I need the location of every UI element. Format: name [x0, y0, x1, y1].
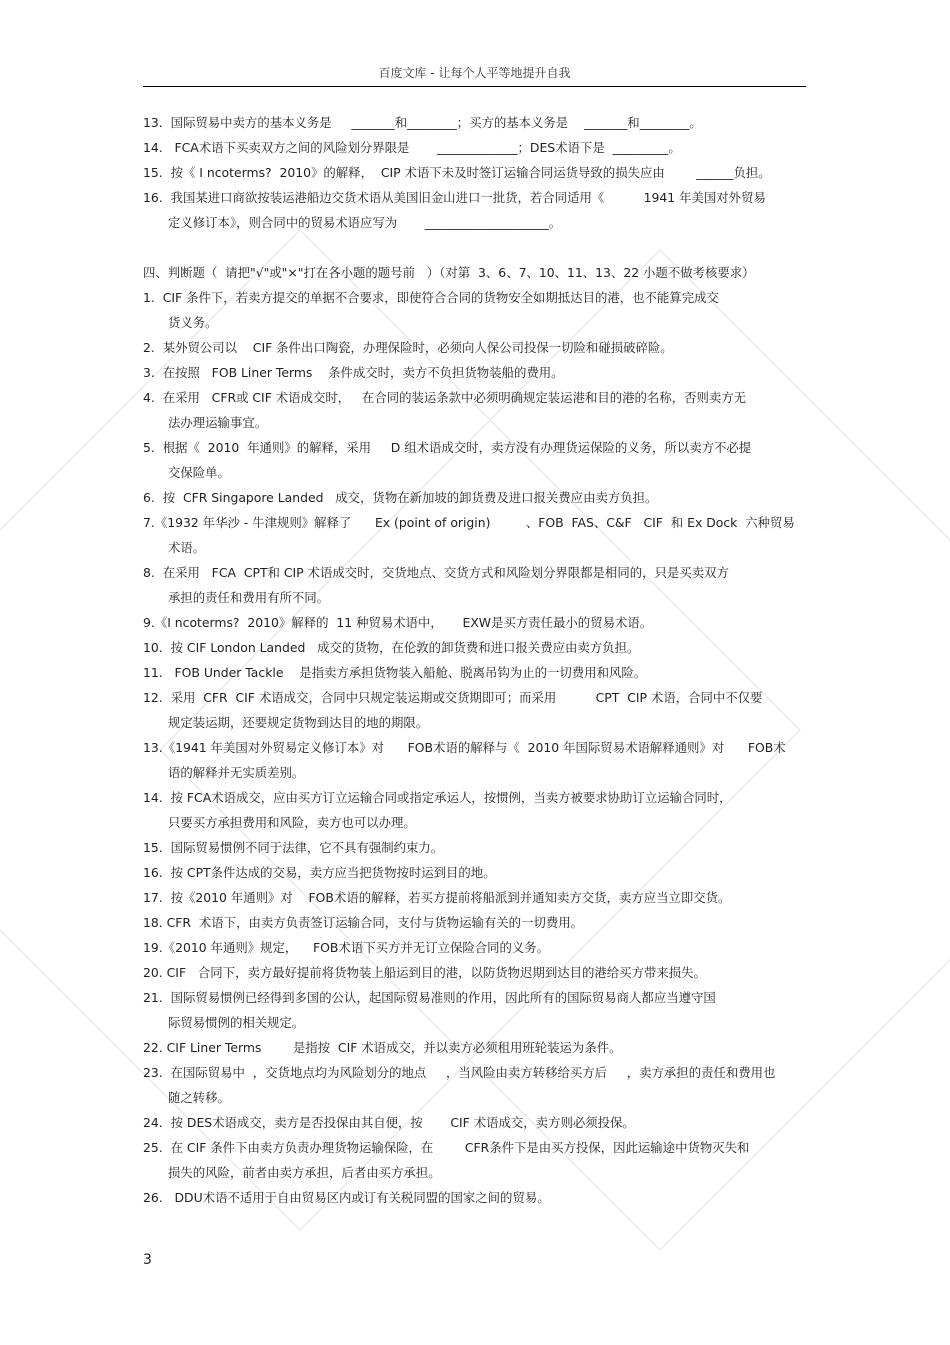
question-line: 13. 国际贸易中卖方的基本义务是 _______和________；买方的基本义务是 _______和________。 [143, 115, 702, 130]
judgment-question [143, 1110, 806, 1135]
judgment-question [143, 360, 806, 385]
question-line: 16. 按 CPT条件达成的交易，卖方应当把货物按时运到目的地。 [143, 865, 496, 880]
judgment-question [143, 860, 806, 885]
question-line: 3. 在按照 FOB Liner Terms 条件成交时，卖方不负担货物装船的费用。 [143, 365, 564, 380]
question-line: 1. CIF 条件下，若卖方提交的单据不合要求，即使符合合同的货物安全如期抵达目的港，也不能算完成交 [143, 290, 719, 305]
question-line: 4. 在采用 CFR或 CIF 术语成交时， 在合同的装运条款中必须明确规定装运港和目的港的名称，否则卖方无 [143, 390, 747, 405]
question-line: 26. DDU术语不适用于自由贸易区内或订有关税同盟的国家之间的贸易。 [143, 1190, 550, 1205]
question-line: 24. 按 DES术语成交，卖方是否投保由其自便，按 CIF 术语成交，卖方则必须投保。 [143, 1115, 635, 1130]
judgment-question [143, 485, 806, 510]
judgment-question [143, 1135, 806, 1185]
question-line: 18. CFR 术语下，由卖方负责签订运输合同，支付与货物运输有关的一切费用。 [143, 915, 584, 930]
judgment-question [143, 1060, 806, 1110]
page-number: 3 [143, 1252, 152, 1268]
question-continuation-line: 语的解释并无实质差别。 [168, 765, 305, 780]
fill-question [143, 135, 806, 160]
question-continuation-line: 只要买方承担费用和风险，卖方也可以办理。 [168, 815, 416, 830]
judgment-question [143, 685, 806, 735]
question-continuation-line: 承担的责任和费用有所不同。 [168, 590, 330, 605]
question-line: 14. FCA术语下买卖双方之间的风险划分界限是 _____________；DES术语下是 _________。 [143, 140, 681, 155]
judgment-question [143, 1185, 806, 1210]
question-line: 10. 按 CIF London Landed 成交的货物，在伦敦的卸货费和进口报关费应由卖方负担。 [143, 640, 640, 655]
question-line: 12. 采用 CFR CIF 术语成交，合同中只规定装运期或交货期即可；而采用 CPT CIP 术语，合同中不仅要 [143, 690, 763, 705]
judgment-question [143, 510, 806, 560]
judgment-question [143, 610, 806, 635]
fill-question [143, 185, 806, 235]
question-line: 23. 在国际贸易中 ，交货地点均为风险划分的地点 ，当风险由卖方转移给买方后 ，卖方承担的责任和费用也 [143, 1065, 776, 1080]
judgment-question [143, 285, 806, 335]
question-continuation-line: 交保险单。 [168, 465, 230, 480]
judgment-section-title: 四、判断题（ 请把"√"或"×"打在各小题的题号前 ）（对第 3、6、7、10、11、13、22 小题不做考核要求） [143, 265, 755, 280]
question-line: 14. 按 FCA术语成交，应由买方订立运输合同或指定承运人，按惯例，当卖方被要求协助订立运输合同时， [143, 790, 732, 805]
question-line: 2. 某外贸公司以 CIF 条件出口陶瓷，办理保险时，必须向人保公司投保一切险和碰损破碎险。 [143, 340, 673, 355]
judgment-question [143, 960, 806, 985]
question-line: 11. FOB Under Tackle 是指卖方承担货物装入船舱、脱离吊钩为止的一切费用和风险。 [143, 665, 647, 680]
question-continuation-line: 际贸易惯例的相关规定。 [168, 1015, 305, 1030]
judgment-question [143, 735, 806, 785]
judgment-questions [143, 285, 806, 1210]
judgment-question [143, 335, 806, 360]
question-line: 13.《1941 年美国对外贸易定义修订本》对 FOB术语的解释与《 2010 年国际贸易术语解释通则》对 FOB术 [143, 740, 786, 755]
question-line: 15. 国际贸易惯例不同于法律，它不具有强制约束力。 [143, 840, 444, 855]
question-line: 6. 按 CFR Singapore Landed 成交，货物在新加坡的卸货费及进口报关费应由卖方负担。 [143, 490, 658, 505]
question-continuation-line: 术语。 [168, 540, 206, 555]
fill-question [143, 110, 806, 135]
question-continuation-line: 损失的风险，前者由卖方承担，后者由买方承担。 [168, 1165, 441, 1180]
section-gap [143, 235, 806, 260]
header-rule [143, 86, 806, 87]
document-body [143, 110, 806, 1210]
judgment-question [143, 785, 806, 835]
question-continuation-line: 规定装运期，还要规定货物到达目的地的期限。 [168, 715, 429, 730]
fill-question [143, 160, 806, 185]
question-line: 5. 根据《 2010 年通则》的解释，采用 D 组术语成交时，卖方没有办理货运保险的义务，所以卖方不必提 [143, 440, 752, 455]
question-line: 7.《1932 年华沙 - 牛津规则》解释了 Ex (point of origin) 、FOB FAS、C&F CIF 和 Ex Dock 六种贸易 [143, 515, 795, 530]
fill-in-questions [143, 110, 806, 235]
question-line: 17. 按《2010 年通则》对 FOB术语的解释，若买方提前将船派到并通知卖方交货，卖方应当立即交货。 [143, 890, 731, 905]
judgment-question [143, 435, 806, 485]
judgment-question [143, 385, 806, 435]
judgment-question [143, 1035, 806, 1060]
judgment-question [143, 835, 806, 860]
question-continuation-line: 随之转移。 [168, 1090, 230, 1105]
question-line: 20. CIF 合同下，卖方最好提前将货物装上船运到目的港，以防货物迟期到达目的港给买方带来损失。 [143, 965, 706, 980]
judgment-question [143, 560, 806, 610]
question-continuation-line: 定义修订本》，则合同中的贸易术语应写为 ____________________。 [168, 215, 562, 230]
judgment-question [143, 985, 806, 1035]
question-line: 8. 在采用 FCA CPT和 CIP 术语成交时，交货地点、交货方式和风险划分界限都是相同的，只是买卖双方 [143, 565, 729, 580]
judgment-question [143, 910, 806, 935]
question-line: 9.《I ncoterms? 2010》解释的 11 种贸易术语中， EXW是买方责任最小的贸易术语。 [143, 615, 653, 630]
judgment-question [143, 660, 806, 685]
question-line: 21. 国际贸易惯例已经得到多国的公认，起国际贸易准则的作用，因此所有的国际贸易商人都应当遵守国 [143, 990, 716, 1005]
question-line: 25. 在 CIF 条件下由卖方负责办理货物运输保险，在 CFR条件下是由买方投保，因此运输途中货物灭失和 [143, 1140, 750, 1155]
question-line: 16. 我国某进口商欲按装运港船边交货术语从美国旧金山进口一批货，若合同适用《 1941 年美国对外贸易 [143, 190, 766, 205]
judgment-question [143, 635, 806, 660]
question-line: 22. CIF Liner Terms 是指按 CIF 术语成交，并以卖方必须租用班轮装运为条件。 [143, 1040, 622, 1055]
question-continuation-line: 法办理运输事宜。 [168, 415, 268, 430]
question-line: 19.《2010 年通则》规定， FOB术语下买方并无订立保险合同的义务。 [143, 940, 550, 955]
judgment-question [143, 935, 806, 960]
question-continuation-line: 货义务。 [168, 315, 218, 330]
judgment-question [143, 885, 806, 910]
page-header: 百度文库 - 让每个人平等地提升自我 [378, 66, 571, 80]
question-line: 15. 按《 I ncoterms? 2010》的解释， CIP 术语下未及时签订运输合同运货导致的损失应由 ______负担。 [143, 165, 771, 180]
